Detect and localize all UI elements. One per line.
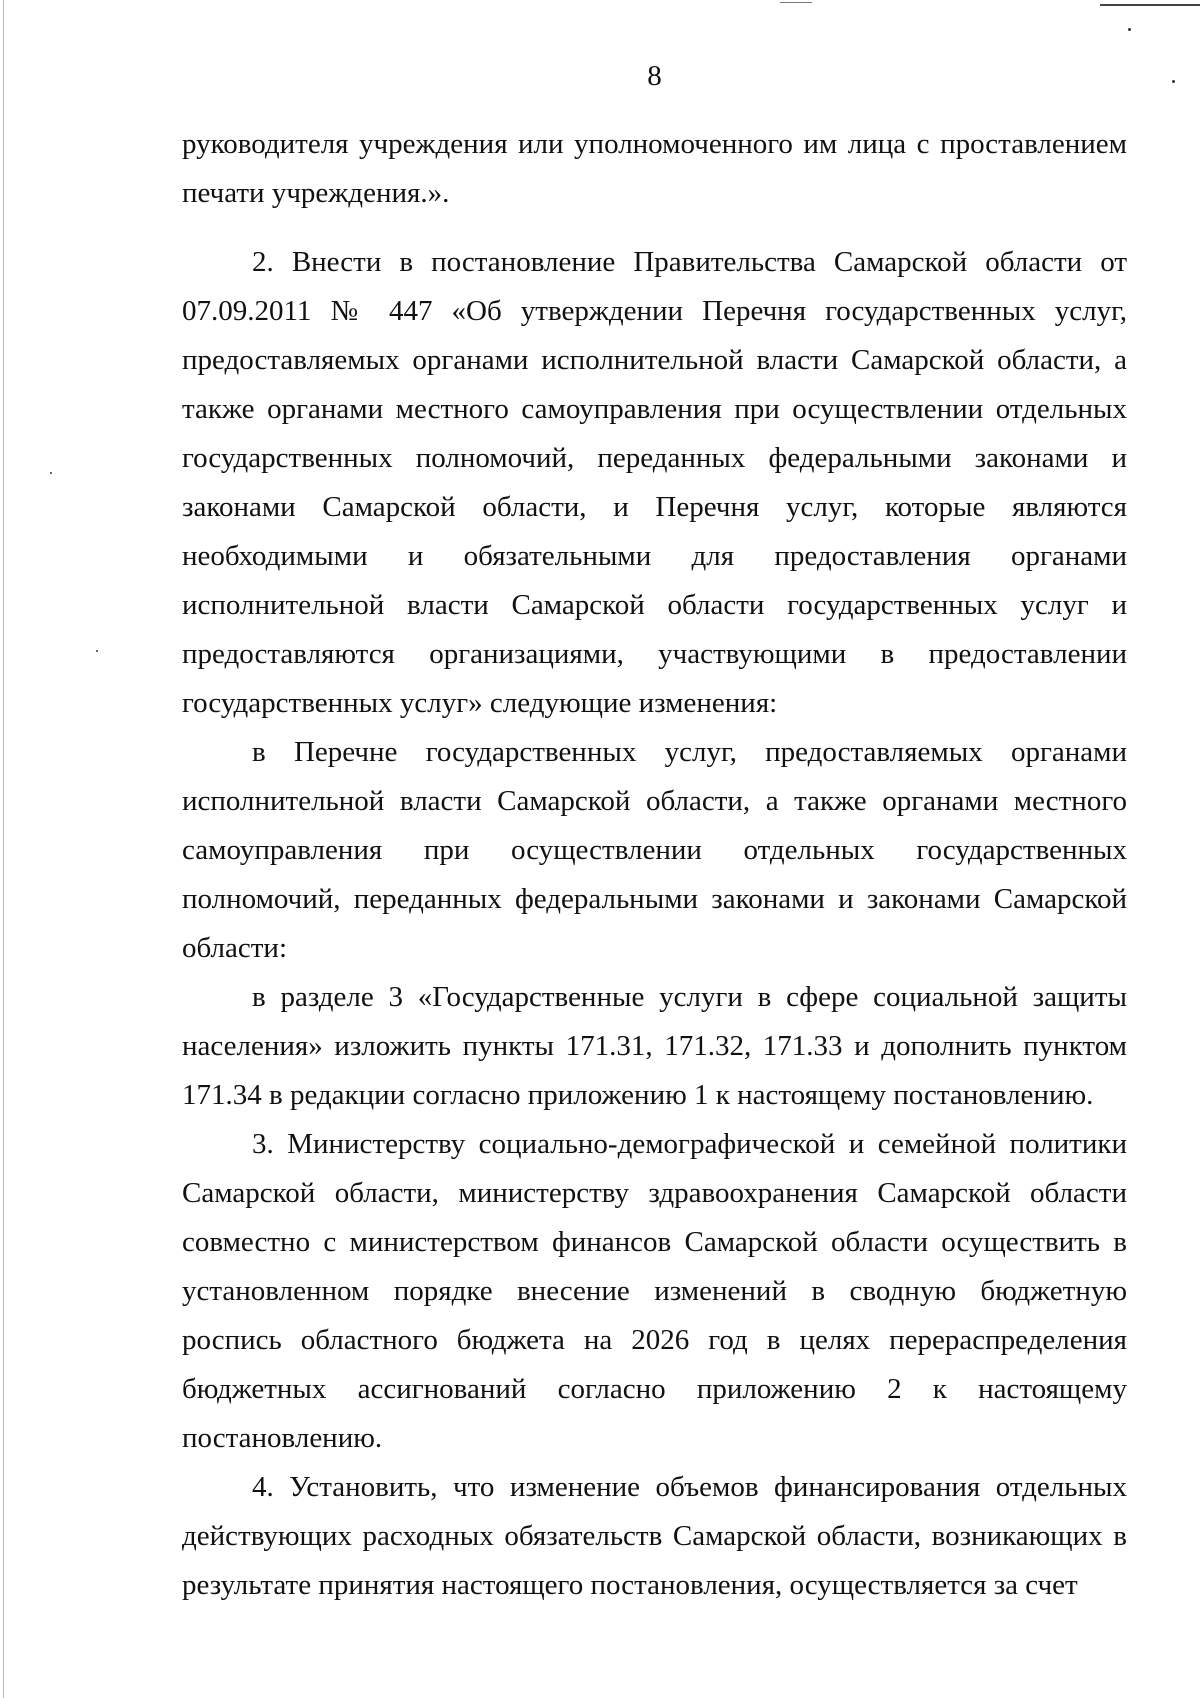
paragraph-continuation: руководителя учреждения или уполномоченного им лица с проставлением печати учреждения.».	[182, 128, 1127, 209]
paragraph-item-3: 3. Министерству социально-демографической и семейной политики Самарской области, министерству здравоохранения Самарской области совместно с министерством финансов Самарской области осуществить в установленном порядке внесение изменений в сводную бюджетную роспись областного бюджета на 2026 год в целях перераспределения бюджетных ассигнований согласно приложению 2 к настоящему постановлению.	[182, 1128, 1127, 1454]
scan-speck	[1172, 80, 1175, 83]
page-number: 8	[647, 60, 662, 92]
document-body	[182, 120, 1127, 1610]
scan-speck	[1128, 28, 1131, 31]
paragraph-list-amendment: в Перечне государственных услуг, предоставляемых органами исполнительной власти Самарской области, а также органами местного самоуправления при осуществлении отдельных государственных полномочий, переданных федеральными законами и законами Самарской области:	[182, 736, 1127, 964]
paragraph-section-3: в разделе 3 «Государственные услуги в сфере социальной защиты населения» изложить пункты 171.31, 171.32, 171.33 и дополнить пунктом 171.34 в редакции согласно приложению 1 к настоящему постановлению.	[182, 981, 1127, 1111]
scan-top-rule	[1100, 4, 1200, 6]
scan-speck	[50, 472, 52, 474]
scan-top-mark	[780, 2, 812, 3]
paragraph-item-4: 4. Установить, что изменение объемов финансирования отдельных действующих расходных обязательств Самарской области, возникающих в результате принятия настоящего постановления, осуществляется за счет	[182, 1471, 1127, 1601]
scan-edge-line	[3, 0, 4, 1698]
paragraph-item-2: 2. Внести в постановление Правительства Самарской области от 07.09.2011 № 447 «Об утверждении Перечня государственных услуг, предоставляемых органами исполнительной власти Самарской области, а также органами местного самоуправления при осуществлении отдельных государственных полномочий, переданных федеральными законами и законами Самарской области, и Перечня услуг, которые являются необходимыми и обязательными для предоставления органами исполнительной власти Самарской области государственных услуг и предоставляются организациями, участвующими в предоставлении государственных услуг» следующие изменения:	[182, 246, 1127, 719]
scan-speck	[96, 650, 98, 652]
